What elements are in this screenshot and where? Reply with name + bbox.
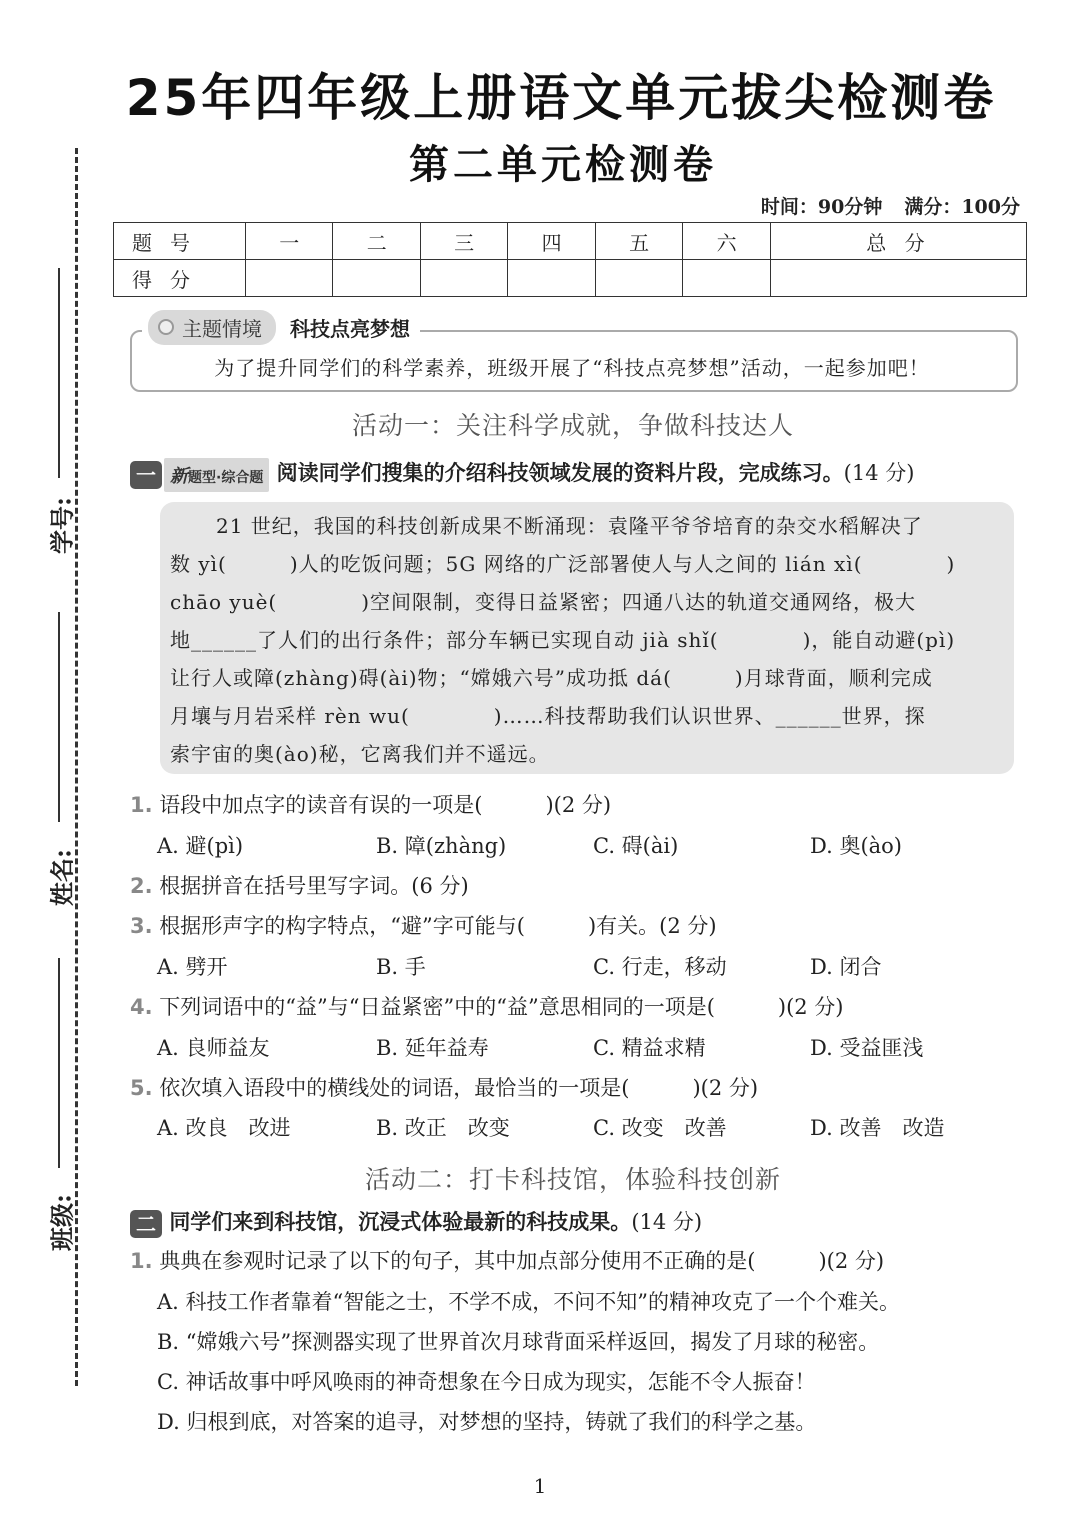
passage-line: 索宇宙的奥(ào)秘，它离我们并不遥远。 xyxy=(170,742,550,766)
passage-line: 21 世纪，我国的科技创新成果不断涌现：袁隆平爷爷培育的杂交水稻解决了 xyxy=(216,514,923,538)
q3-option-a[interactable]: A. 劈开 xyxy=(157,955,228,979)
page-number: 1 xyxy=(533,1474,547,1498)
s2q1-option-d[interactable]: D. 归根到底，对答案的追寻，对梦想的坚持，铸就了我们的科学之基。 xyxy=(157,1410,817,1434)
exam-time: 时间：90分钟 xyxy=(760,196,883,218)
score-cell[interactable] xyxy=(508,260,595,297)
question-1: 1. 语段中加点字的读音有误的一项是( )(2 分) xyxy=(130,793,612,817)
score-cell[interactable] xyxy=(333,260,420,297)
score-table-score-row xyxy=(114,260,1027,297)
section-two-points: (14 分) xyxy=(631,1210,703,1234)
s2q1-option-b[interactable]: B. “嫦娥六号”探测器实现了世界首次月球背面采样返回，揭发了月球的秘密。 xyxy=(157,1330,880,1354)
table-col-4: 四 xyxy=(508,223,595,260)
exam-full-score: 满分：100分 xyxy=(904,196,1020,218)
table-col-1: 一 xyxy=(246,223,333,260)
question-3: 3. 根据形声字的构字特点，“避”字可能与( )有关。(2 分) xyxy=(130,914,717,938)
table-score-label: 得分 xyxy=(114,260,246,297)
q4-option-d[interactable]: D. 受益匪浅 xyxy=(810,1036,924,1060)
score-table-header-row xyxy=(114,223,1027,260)
table-header-label: 题号 xyxy=(114,223,246,260)
passage-line: 让行人或障(zhàng)碍(ài)物；“嫦娥六号”成功抵 dá( )月球背面，顺利完成 xyxy=(170,666,933,690)
passage-line: 数 yì( )人的吃饭问题；5G 网络的广泛部署使人与人之间的 lián xì( ) xyxy=(170,552,956,576)
s2q1-option-a[interactable]: A. 科技工作者靠着“智能之士，不学不成，不问不知”的精神攻克了一个个难关。 xyxy=(157,1290,900,1314)
score-table xyxy=(113,222,1027,297)
q1-option-b[interactable]: B. 障(zhàng) xyxy=(376,834,507,858)
theme-pill xyxy=(148,310,276,345)
q1-option-d[interactable]: D. 奥(ào) xyxy=(810,834,902,858)
class-label: 班级: xyxy=(47,1194,77,1251)
new-question-tag: 新题型·综合题 xyxy=(164,458,269,492)
section-one-heading xyxy=(130,457,914,492)
table-col-2: 二 xyxy=(333,223,420,260)
q5-option-b[interactable]: B. 改正 改变 xyxy=(376,1116,510,1140)
q3-option-c[interactable]: C. 行走，移动 xyxy=(593,955,727,979)
question-5: 5. 依次填入语段中的横线处的词语，最恰当的一项是( )(2 分) xyxy=(130,1076,759,1100)
theme-tag xyxy=(142,310,420,344)
page-title: 25年四年级上册语文单元拔尖检测卷 xyxy=(125,69,997,127)
question-4: 4. 下列词语中的“益”与“日益紧密”中的“益”意思相同的一项是( )(2 分) xyxy=(130,995,844,1019)
q1-option-a[interactable]: A. 避(pì) xyxy=(157,834,244,858)
section-two-text: 同学们来到科技馆，沉浸式体验最新的科技成果。 xyxy=(169,1209,632,1234)
section-two-heading xyxy=(130,1206,702,1238)
name-label: 姓名: xyxy=(47,849,77,906)
section-number: 二 xyxy=(130,1210,162,1238)
page-subtitle: 第二单元检测卷 xyxy=(409,142,717,188)
score-cell[interactable] xyxy=(420,260,507,297)
theme-name: 科技点亮梦想 xyxy=(290,316,410,341)
circle-icon xyxy=(158,319,174,335)
q5-option-c[interactable]: C. 改变 改善 xyxy=(593,1116,727,1140)
activity-one-heading: 活动一：关注科学成就，争做科技达人 xyxy=(351,411,794,440)
passage-line: chāo yuè( )空间限制，变得日益紧密；四通八达的轨道交通网络，极大 xyxy=(170,590,917,614)
passage-line: 地______了人们的出行条件；部分车辆已实现自动 jià shǐ( )，能自动避(pì) xyxy=(170,628,956,652)
table-col-5: 五 xyxy=(595,223,682,260)
section-one-points: (14 分) xyxy=(843,461,915,485)
score-cell[interactable] xyxy=(595,260,682,297)
score-cell[interactable] xyxy=(246,260,333,297)
question-2: 2. 根据拼音在括号里写字词。(6 分) xyxy=(130,874,469,898)
table-col-total: 总 分 xyxy=(770,223,1026,260)
q4-option-b[interactable]: B. 延年益寿 xyxy=(376,1036,489,1060)
score-cell[interactable] xyxy=(770,260,1026,297)
q5-option-a[interactable]: A. 改良 改进 xyxy=(157,1116,291,1140)
section-two-question-1: 1. 典典在参观时记录了以下的句子，其中加点部分使用不正确的是( )(2 分) xyxy=(130,1249,885,1273)
q4-option-c[interactable]: C. 精益求精 xyxy=(593,1036,706,1060)
s2q1-option-c[interactable]: C. 神话故事中呼风唤雨的神奇想象在今日成为现实，怎能不令人振奋！ xyxy=(157,1370,816,1394)
class-line xyxy=(58,958,60,1168)
q4-option-a[interactable]: A. 良师益友 xyxy=(157,1036,270,1060)
section-one-text: 阅读同学们搜集的介绍科技领域发展的资料片段，完成练习。 xyxy=(276,460,844,485)
passage-line: 月壤与月岩采样 rèn wu( )……科技帮助我们认识世界、______世界，探 xyxy=(170,704,926,728)
student-id-label: 学号: xyxy=(47,497,77,554)
q1-option-c[interactable]: C. 碍(ài) xyxy=(593,834,679,858)
exam-info xyxy=(739,192,1020,219)
q3-option-d[interactable]: D. 闭合 xyxy=(810,955,882,979)
q3-option-b[interactable]: B. 手 xyxy=(376,955,426,979)
theme-tag-label: 主题情境 xyxy=(182,316,262,341)
table-col-6: 六 xyxy=(683,223,770,260)
score-cell[interactable] xyxy=(683,260,770,297)
student-id-line xyxy=(58,268,60,478)
section-number: 一 xyxy=(130,461,162,489)
table-col-3: 三 xyxy=(420,223,507,260)
activity-two-heading: 活动二：打卡科技馆，体验科技创新 xyxy=(364,1165,781,1194)
theme-text: 为了提升同学们的科学素养，班级开展了“科技点亮梦想”活动，一起参加吧！ xyxy=(214,356,930,380)
name-line xyxy=(58,612,60,822)
q5-option-d[interactable]: D. 改善 改造 xyxy=(810,1116,945,1140)
